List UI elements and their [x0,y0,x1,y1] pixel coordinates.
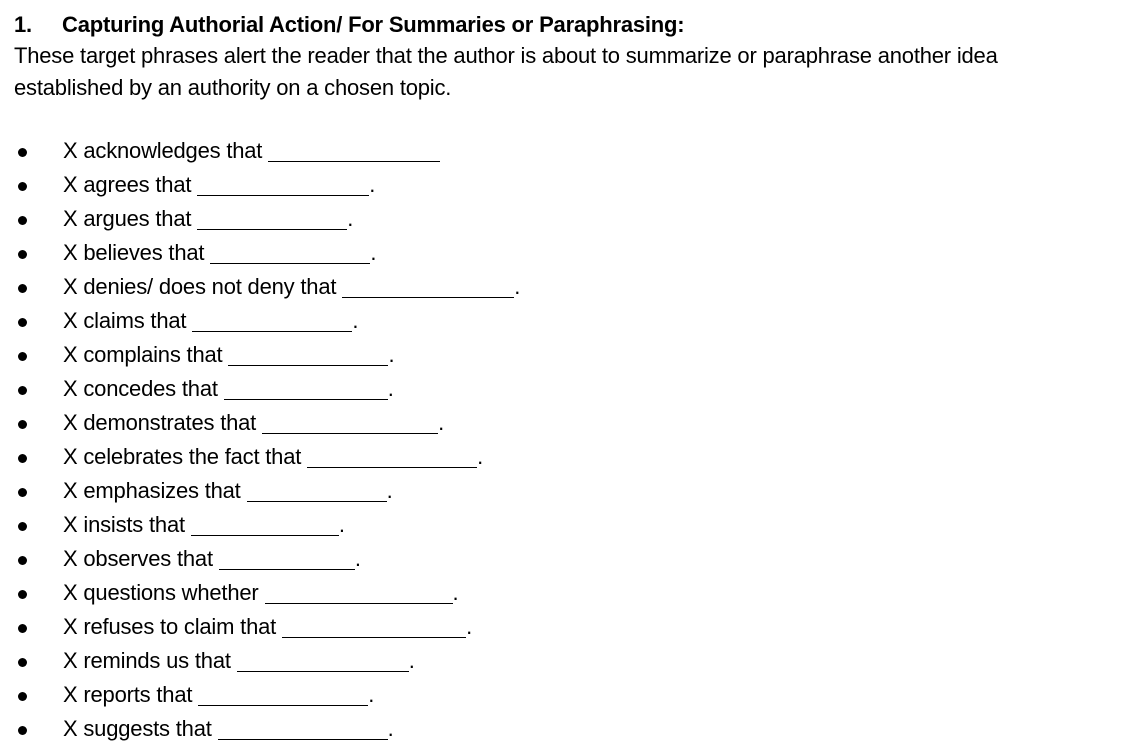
phrase-text: X concedes that [63,376,218,401]
phrase-text: X claims that [63,308,187,333]
bullet-icon [18,692,27,701]
bullet-icon [18,556,27,565]
phrase-text: X argues that [63,206,192,231]
fill-in-blank [268,139,440,162]
list-item [14,202,1134,236]
phrase-text: X agrees that [63,172,192,197]
fill-in-blank [224,377,388,400]
fill-in-blank [218,717,388,740]
fill-in-blank [307,445,477,468]
phrase-text: X reminds us that [63,648,231,673]
intro-line: established by an authority on a chosen topic. [14,75,452,100]
bullet-icon [18,420,27,429]
phrase-line [63,270,520,304]
list-item [14,508,1134,542]
phrase-end-punctuation: . [514,274,521,299]
list-item [14,406,1134,440]
fill-in-blank [191,513,339,536]
fill-in-blank [262,411,438,434]
list-item [14,542,1134,576]
phrase-end-punctuation: . [370,240,377,265]
phrase-end-punctuation: . [452,580,459,605]
phrase-line [63,202,353,236]
phrase-text: X questions whether [63,580,259,605]
bullet-icon [18,386,27,395]
phrase-text: X reports that [63,682,193,707]
list-item [14,168,1134,202]
bullet-icon [18,352,27,361]
list-item [14,440,1134,474]
phrase-line [63,304,358,338]
phrase-end-punctuation: . [408,648,415,673]
fill-in-blank [237,649,409,672]
phrase-line [63,576,458,610]
phrase-line [63,542,361,576]
list-item [14,576,1134,610]
bullet-icon [18,590,27,599]
phrase-text: X observes that [63,546,213,571]
phrase-text: X denies/ does not deny that [63,274,337,299]
phrase-line [63,678,374,712]
section-intro [14,40,1134,104]
bullet-icon [18,488,27,497]
bullet-icon [18,148,27,157]
list-item [14,678,1134,712]
phrase-end-punctuation: . [388,342,395,367]
phrase-text: X insists that [63,512,185,537]
section-title: Capturing Authorial Action/ For Summaries or Paraphrasing: [62,12,685,37]
fill-in-blank [192,309,352,332]
phrase-line [63,168,375,202]
phrase-text: X acknowledges that [63,138,263,163]
phrase-line [63,474,393,508]
bullet-icon [18,182,27,191]
phrase-end-punctuation: . [352,308,359,333]
fill-in-blank [197,173,369,196]
list-item [14,610,1134,644]
list-item [14,372,1134,406]
intro-line: These target phrases alert the reader that the author is about to summarize or paraphrase another idea [14,43,998,68]
fill-in-blank [282,615,466,638]
bullet-icon [18,318,27,327]
bullet-icon [18,658,27,667]
bullet-icon [18,250,27,259]
phrase-line [63,610,472,644]
bullet-icon [18,284,27,293]
bullet-icon [18,454,27,463]
phrase-line [63,508,345,542]
phrase-text: X complains that [63,342,223,367]
list-item [14,338,1134,372]
phrase-line [63,644,415,678]
phrase-text: X refuses to claim that [63,614,277,639]
phrase-end-punctuation: . [387,716,394,741]
fill-in-blank [197,207,347,230]
fill-in-blank [219,547,355,570]
phrase-end-punctuation: . [466,614,472,639]
list-item [14,304,1134,338]
fill-in-blank [198,683,368,706]
phrase-text: X believes that [63,240,205,265]
list-item [14,134,1134,168]
phrase-line [63,372,394,406]
phrase-end-punctuation: . [477,444,484,469]
phrase-text: X demonstrates that [63,410,257,435]
phrase-end-punctuation: . [438,410,445,435]
bullet-icon [18,216,27,225]
bullet-icon [18,522,27,531]
fill-in-blank [265,581,453,604]
list-item [14,644,1134,678]
fill-in-blank [210,241,370,264]
list-item [14,236,1134,270]
phrase-end-punctuation: . [338,512,345,537]
phrase-line [63,440,483,474]
phrase-end-punctuation: . [354,546,361,571]
phrase-line [63,134,440,168]
section-number: 1. [14,12,32,37]
list-item [14,474,1134,508]
phrase-line [63,236,376,270]
phrase-end-punctuation: . [387,376,394,401]
fill-in-blank [228,343,388,366]
phrase-text: X celebrates the fact that [63,444,302,469]
phrase-end-punctuation: . [386,478,393,503]
phrase-text: X emphasizes that [63,478,241,503]
section-heading [14,10,1134,40]
phrase-list [14,134,1134,746]
phrase-end-punctuation: . [368,682,375,707]
phrase-line [63,712,394,746]
bullet-icon [18,726,27,735]
phrase-line [63,338,394,372]
bullet-icon [18,624,27,633]
list-item [14,712,1134,746]
fill-in-blank [342,275,514,298]
document [14,10,1134,746]
phrase-end-punctuation: . [369,172,376,197]
list-item [14,270,1134,304]
phrase-text: X suggests that [63,716,212,741]
fill-in-blank [247,479,387,502]
phrase-end-punctuation: . [347,206,354,231]
phrase-line [63,406,444,440]
